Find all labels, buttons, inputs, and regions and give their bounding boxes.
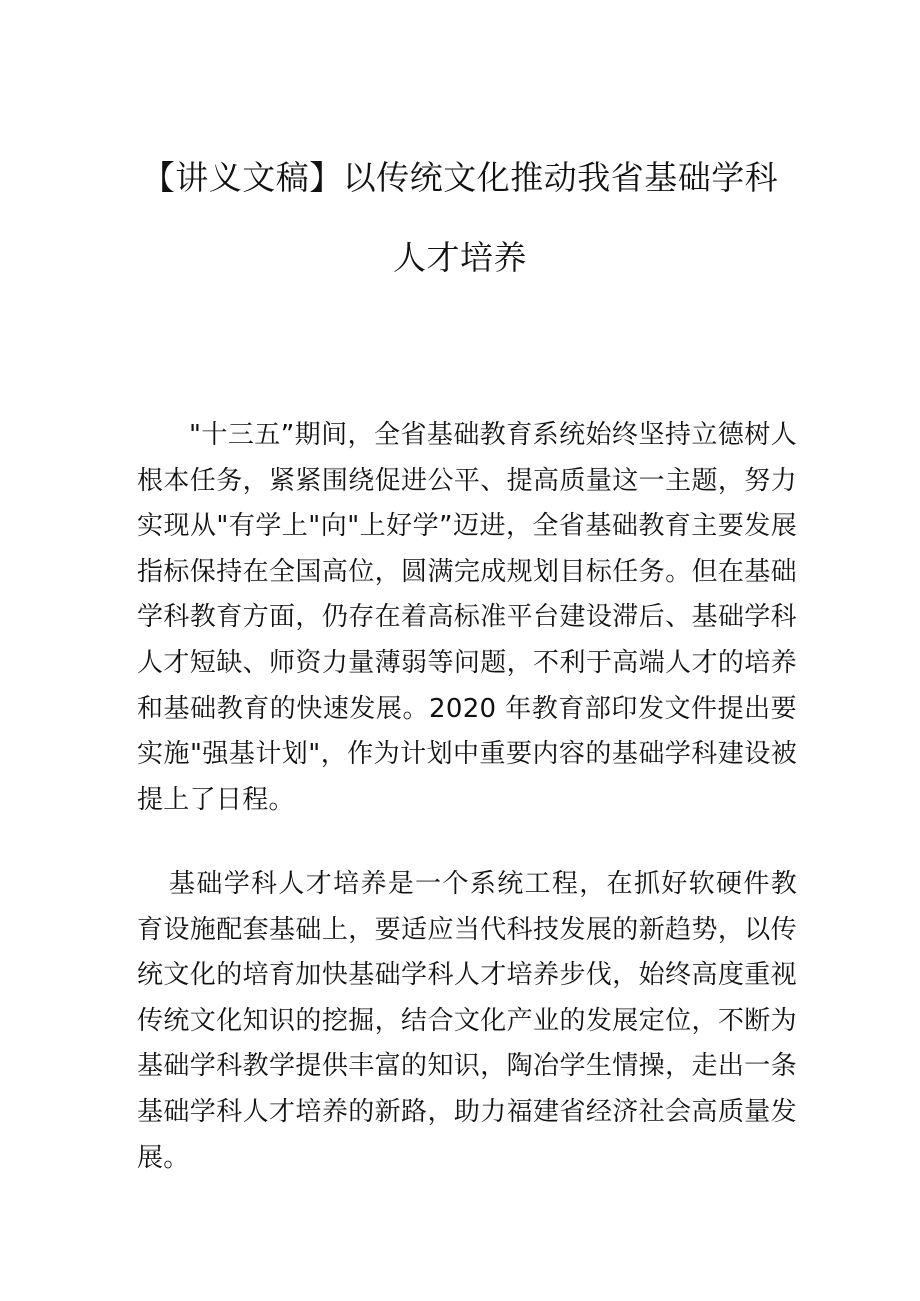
document-title-line-1: 【讲义文稿】以传统文化推动我省基础学科 bbox=[141, 158, 779, 197]
body-paragraph-1: "十三五”期间，全省基础教育系统始终坚持立德树人根本任务，紧紧围绕促进公平、提高质量这一主题，努力实现从"有学上"向"上好学”迈进，全省基础教育主要发展指标保持在全国高位，圆满完成规划目标任务。但在基础学科教育方面，仍存在着高标准平台建设滞后、基础学科人才短缺、师资力量薄弱等问题，不利于高端人才的培养和基础教育的快速发展。2020 年教育部印发文件提出要实施"强基计划"，作为计划中重要内容的基础学科建设被提上了日程。 bbox=[137, 420, 797, 815]
body-paragraph-2: 基础学科人才培养是一个系统工程，在抓好软硬件教育设施配套基础上，要适应当代科技发展的新趋势，以传统文化的培育加快基础学科人才培养步伐，始终高度重视传统文化知识的挖掘，结合文化产业的发展定位，不断为基础学科教学提供丰富的知识，陶冶学生情操，走出一条基础学科人才培养的新路，助力福建省经济社会高质量发展。 bbox=[137, 869, 797, 1173]
document-title-line-2: 人才培养 bbox=[393, 238, 527, 277]
